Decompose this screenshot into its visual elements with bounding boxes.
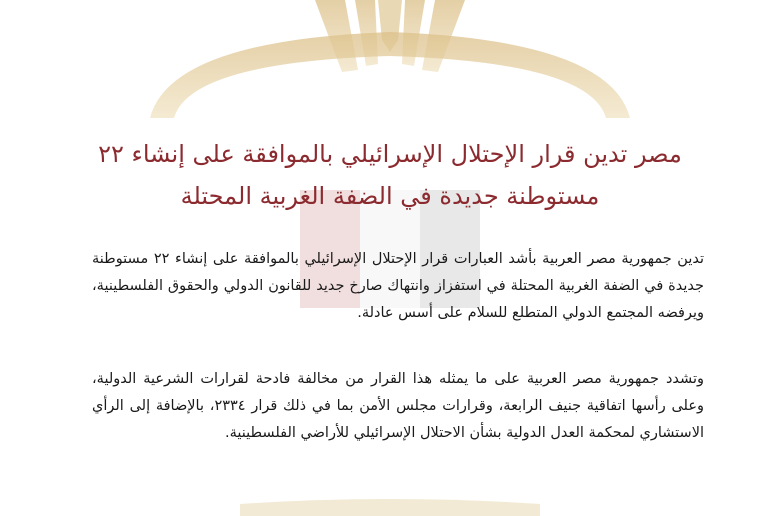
paragraph-1: تدين جمهورية مصر العربية بأشد العبارات قرار الإحتلال الإسرائيلي بالموافقة على إنشاء ٢٢ مستوطنة جديدة في الضفة الغربية المحتلة في استفزاز وانتهاك صارخ جديد للقانون الدولي والحقوق الفلسطينية، ويرفضه المجتمع الدولي المتطلع للسلام على أسس عادلة. bbox=[92, 251, 705, 321]
paragraph-2: وتشدد جمهورية مصر العربية على ما يمثله هذا القرار من مخالفة فادحة لقرارات الشرعية الدولية، وعلى رأسها اتفاقية جنيف الرابعة، وقرارات مجلس الأمن بما في ذلك قرار ٢٣٣٤، بالإضافة إلى الرأي الاستشاري لمحكمة العدل الدولية بشأن الاحتلال الإسرائيلي للأراضي الفلسطينية. bbox=[92, 371, 704, 441]
headline-line-1: مصر تدين قرار الإحتلال الإسرائيلي بالموافقة على إنشاء ٢٢ bbox=[98, 140, 682, 168]
headline-line-2: مستوطنة جديدة في الضفة الغربية المحتلة bbox=[180, 182, 600, 210]
